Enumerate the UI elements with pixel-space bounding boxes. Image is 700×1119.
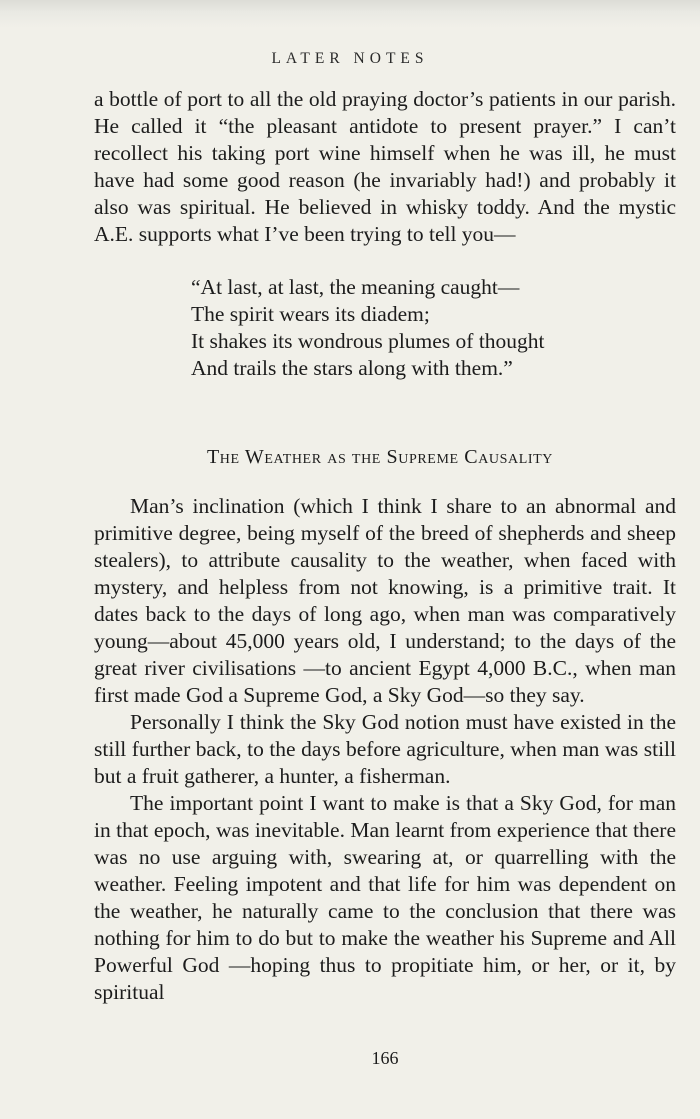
section-body — [94, 493, 676, 1006]
poem-quotation — [191, 274, 545, 382]
section-heading: The Weather as the Supreme Causality — [206, 446, 553, 468]
body-paragraph: Personally I think the Sky God notion must have existed in the still further back, to the days before agriculture, when man was still but a fruit gatherer, a hunter, a fisherman. — [94, 710, 676, 788]
poem-line: It shakes its wondrous plumes of thought — [191, 329, 545, 353]
running-head: LATER NOTES — [271, 50, 429, 67]
poem-line: And trails the stars along with them.” — [191, 356, 513, 380]
poem-line: The spirit wears its diadem; — [191, 302, 430, 326]
body-paragraph: The important point I want to make is that a Sky God, for man in that epoch, was inevitable. Man learnt from experience that there was no use arguing with, swearing at, or quarrelling with the weather. Feeling impotent and that life for him was dependent on the weather, he naturally came to the conclusion that there was nothing for him to do but to make the weather his Supreme and All Powerful God —hoping thus to propitiate him, or her, or it, by spiritual — [94, 791, 676, 1004]
body-paragraph: Man’s inclination (which I think I share to an abnormal and primitive degree, being myself of the breed of shepherds and sheep stealers), to attribute causality to the weather, when faced with mystery, and helpless from not knowing, is a primitive trait. It dates back to the days of long ago, when man was comparatively young—about 45,000 years old, I understand; to the days of the great river civilisations —to ancient Egypt 4,000 B.C., when man first made God a Supreme God, a Sky God—so they say. — [94, 494, 676, 707]
opening-paragraph-block — [94, 86, 676, 248]
poem-line: “At last, at last, the meaning caught— — [191, 275, 520, 299]
opening-paragraph: a bottle of port to all the old praying doctor’s patients in our parish. He called it “the pleasant antidote to present prayer.” I can’t recollect his taking port wine himself when he was ill, he must have had some good reason (he invariably had!) and probably it also was spiritual. He believed in whisky toddy. And the mystic A.E. supports what I’ve been trying to tell you— — [94, 87, 676, 246]
page-number: 166 — [371, 1048, 399, 1068]
